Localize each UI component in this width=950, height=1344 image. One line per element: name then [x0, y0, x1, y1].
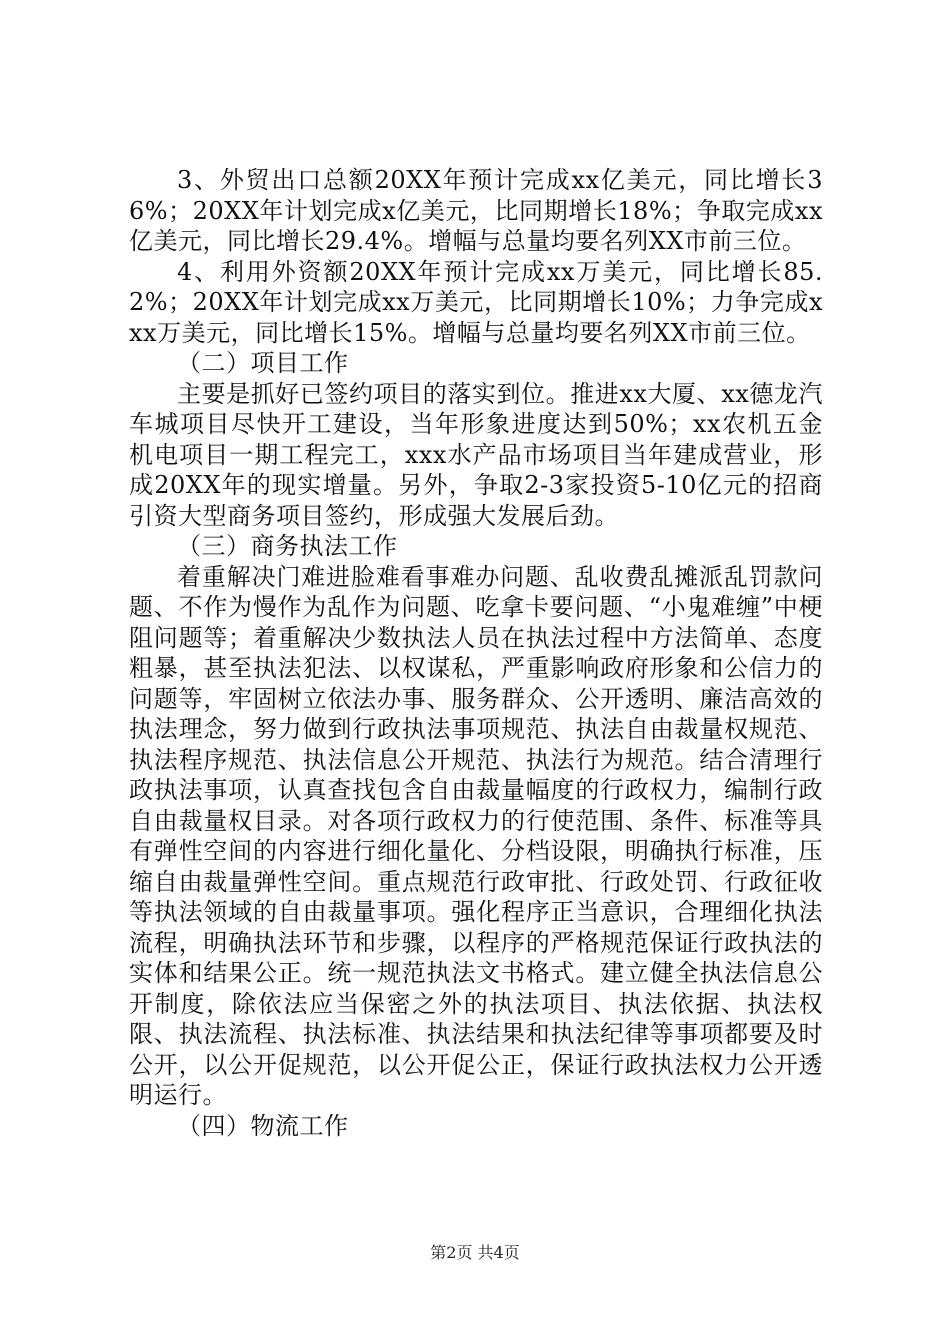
document-body: [129, 165, 823, 1141]
page-number-footer: 第2页 共4页: [430, 1243, 520, 1262]
paragraph-projects: 主要是抓好已签约项目的落实到位。推进xx大厦、xx德龙汽车城项目尽快开工建设，当年形象进度达到50%；xx农机五金机电项目一期工程完工，xxx水产品市场项目当年建成营业，形成20XX年的现实增量。另外，争取2-3家投资5-10亿元的招商引资大型商务项目签约，形成强大发展后劲。: [129, 379, 823, 530]
paragraph-law-enforcement: 着重解决门难进脸难看事难办问题、乱收费乱摊派乱罚款问题、不作为慢作为乱作为问题、吃拿卡要问题、“小鬼难缠”中梗阻问题等；着重解决少数执法人员在执法过程中方法简单、态度粗暴，甚至执法犯法、以权谋私，严重影响政府形象和公信力的问题等，牢固树立依法办事、服务群众、公开透明、廉洁高效的执法理念，努力做到行政执法事项规范、执法自由裁量权规范、执法程序规范、执法信息公开规范、执法行为规范。结合清理行政执法事项，认真查找包含自由裁量幅度的行政权力，编制行政自由裁量权目录。对各项行政权力的行使范围、条件、标准等具有弹性空间的内容进行细化量化、分档设限，明确执行标准，压缩自由裁量弹性空间。重点规范行政审批、行政处罚、行政征收等执法领域的自由裁量事项。强化程序正当意识，合理细化执法流程，明确执法环节和步骤，以程序的严格规范保证行政执法的实体和结果公正。统一规范执法文书格式。建立健全执法信息公开制度，除依法应当保密之外的执法项目、执法依据、执法权限、执法流程、执法标准、执法结果和执法纪律等事项都要及时公开，以公开促规范，以公开促公正，保证行政执法权力公开透明运行。: [129, 562, 823, 1109]
paragraph-export-target: 3、外贸出口总额20XX年预计完成xx亿美元，同比增长36%；20XX年计划完成x亿美元，比同期增长18%；争取完成xx亿美元，同比增长29.4%。增幅与总量均要名列XX市前三位。: [129, 166, 823, 255]
paragraph-foreign-investment: 4、利用外资额20XX年预计完成xx万美元，同比增长85.2%；20XX年计划完成xx万美元，比同期增长10%；力争完成xxx万美元，同比增长15%。增幅与总量均要名列XX市前三位。: [129, 257, 823, 347]
section-heading-law-enforcement: （三）商务执法工作: [177, 532, 398, 560]
section-heading-logistics: （四）物流工作: [177, 1111, 349, 1140]
section-heading-projects: （二）项目工作: [177, 349, 349, 377]
